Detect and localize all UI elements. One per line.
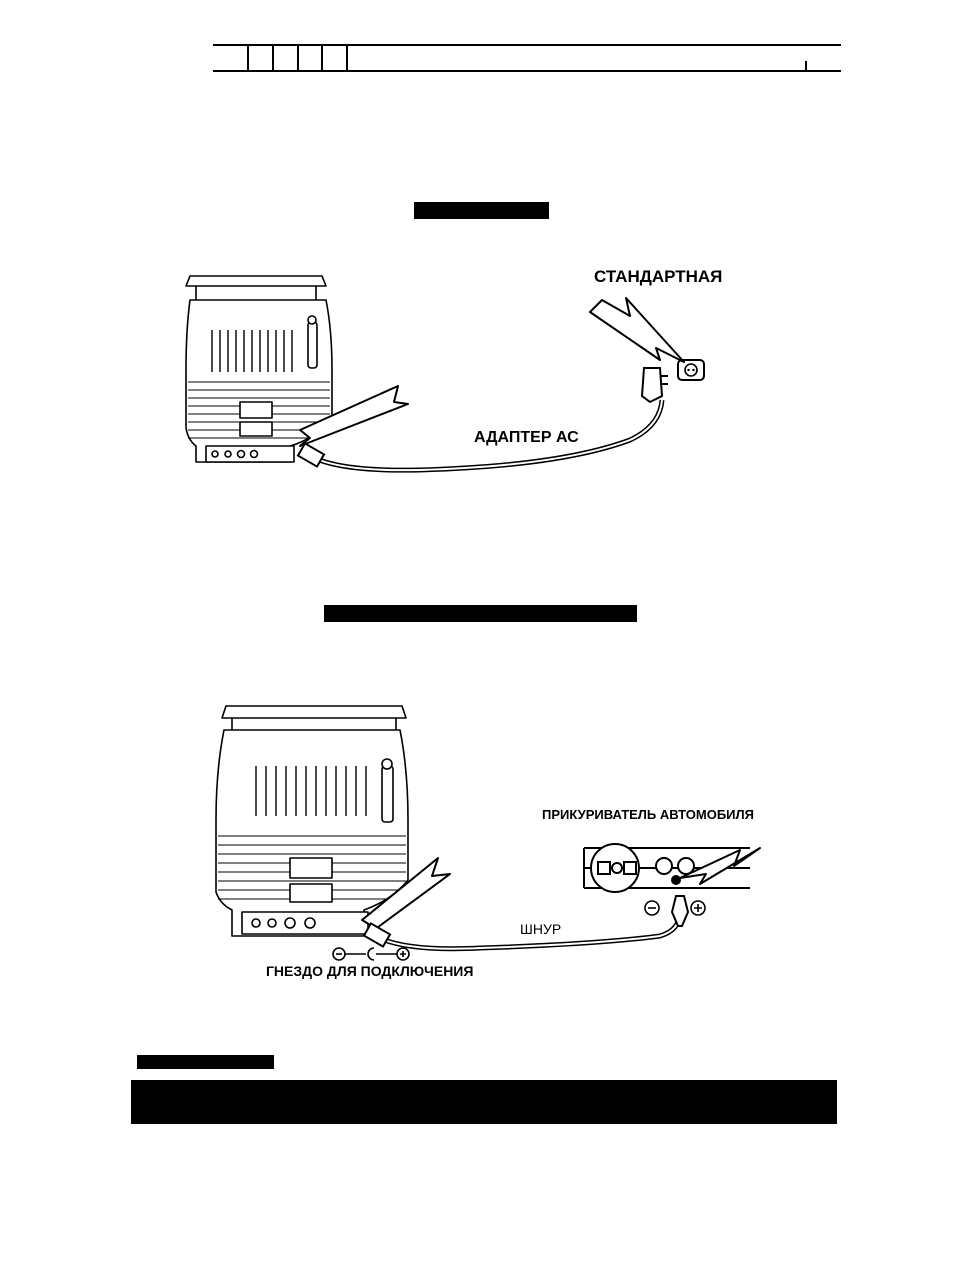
- cord-label: ШНУР: [520, 921, 562, 937]
- tv-set-icon: [216, 706, 408, 936]
- adapter-label: АДАПТЕР АС: [474, 429, 579, 446]
- lighter-label: ПРИКУРИВАТЕЛЬ АВТОМОБИЛЯ: [542, 807, 754, 822]
- outlet-label: СТАНДАРТНАЯ: [594, 267, 723, 286]
- jack-label: ГНЕЗДО ДЛЯ ПОДКЛЮЧЕНИЯ: [266, 963, 474, 979]
- lighter-plug-icon: [672, 896, 688, 926]
- polarity-symbol-icon: [333, 948, 409, 960]
